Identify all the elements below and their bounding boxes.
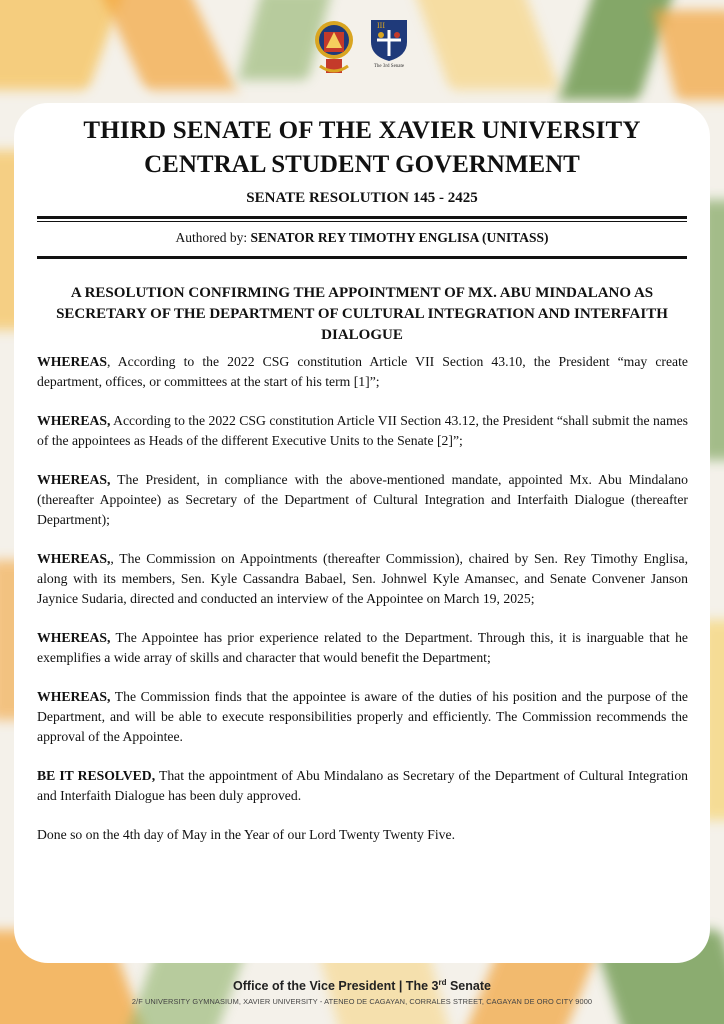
- document-title-line1: THIRD SENATE OF THE XAVIER UNIVERSITY: [83, 117, 641, 144]
- whereas-paragraph-5: WHEREAS, The Appointee has prior experience related to the Department. Through this, it is inarguable that he exemplifies a wide array of skills and character that would benefit the Department;: [37, 630, 688, 665]
- divider-bottom: [37, 256, 687, 259]
- authored-prefix: Authored by:: [175, 230, 248, 245]
- whereas-paragraph-3: WHEREAS, The President, in compliance with the above-mentioned mandate, appointed Mx. Abu Mindalano (thereafter Appointee) as Secretary of the Department of Cultural Integration and Interfaith Dialogue (thereafter Department);: [37, 472, 688, 527]
- whereas-paragraph-1: WHEREAS, According to the 2022 CSG constitution Article VII Section 43.10, the President “may create department, offices, or committees at the start of his term [1]”;: [37, 354, 688, 389]
- whereas-paragraph-4: WHEREAS,, The Commission on Appointments (thereafter Commission), chaired by Sen. Rey Timothy Englisa, along with its members, Sen. Kyle Cassandra Babael, Sen. Johnwel Kyle Amansec, and Senate Convener Janson Jaynice Sudaria, directed and conducted an interview of the Appointee on March 19, 2025;: [37, 551, 688, 606]
- xu-csg-seal-icon: [314, 18, 354, 76]
- author-name: SENATOR REY TIMOTHY ENGLISA (UNITASS): [250, 230, 549, 245]
- resolution-title: A RESOLUTION CONFIRMING THE APPOINTMENT OF MX. ABU MINDALANO AS SECRETARY OF THE DEPARTMENT OF CULTURAL INTEGRATION AND INTERFAITH DIALOGUE: [56, 285, 668, 343]
- done-so-paragraph: Done so on the 4th day of May in the Year of our Lord Twenty Twenty Five.: [37, 827, 456, 842]
- whereas-paragraph-2: WHEREAS, According to the 2022 CSG constitution Article VII Section 43.12, the President “shall submit the names of the appointees as Heads of the different Executive Units to the Senate [2]”;: [37, 413, 688, 448]
- resolution-body: [37, 352, 688, 864]
- whereas-paragraph-6: WHEREAS, The Commission finds that the appointee is aware of the duties of his position and the purpose of the Department, and will be able to execute responsibilities properly and efficiently. The Commission recommends the approval of the Appointee.: [37, 689, 688, 744]
- third-senate-shield-icon: [368, 18, 410, 76]
- header-logos: [0, 18, 724, 76]
- logo-caption: The 3rd Senate: [373, 64, 405, 69]
- resolution-number: SENATE RESOLUTION 145 - 2425: [246, 190, 478, 206]
- footer-address: 2/F UNIVERSITY GYMNASIUM, XAVIER UNIVERSITY - ATENEO DE CAGAYAN, CORRALES STREET, CAGAYAN DE ORO CITY 9000: [131, 997, 593, 1006]
- svg-text:III: III: [377, 21, 385, 30]
- document-title-line2: CENTRAL STUDENT GOVERNMENT: [144, 151, 580, 178]
- resolved-paragraph: BE IT RESOLVED, That the appointment of Abu Mindalano as Secretary of the Department of Cultural Integration and Interfaith Dialogue has been duly approved.: [37, 768, 689, 803]
- divider-top-thin: [37, 221, 687, 222]
- divider-top: [37, 216, 687, 219]
- author-line: [14, 230, 710, 246]
- footer-office: Office of the Vice President | The 3rd Senate: [233, 978, 491, 994]
